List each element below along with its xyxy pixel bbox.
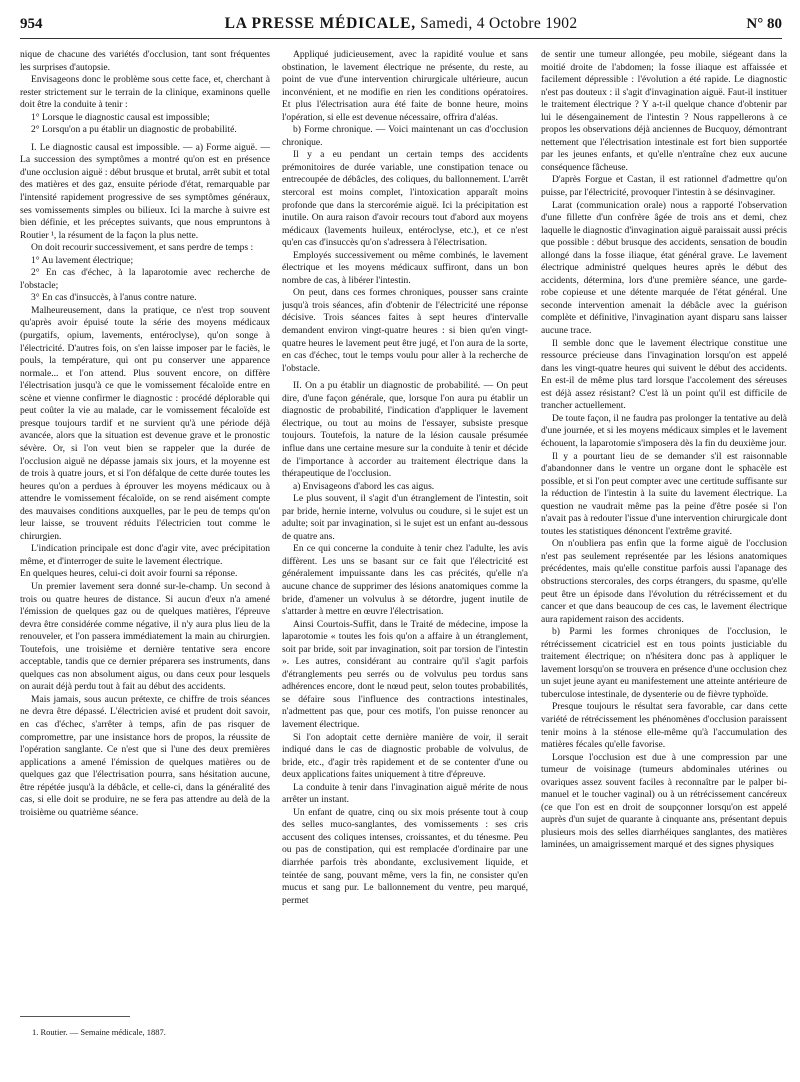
paragraph: b) Forme chronique. — Voici maintenant un cas d'occlusion chronique. [282, 124, 528, 148]
paragraph: De toute façon, il ne faudra pas prolonger la tentative au delà d'une journée, et si les moyens médicaux simples et le lavement échouent, la laparotomie s'imposera dès la fin du deuxième jour. [541, 412, 787, 449]
paragraph: 1° Au lavement électrique; [31, 254, 134, 266]
paragraph: La conduite à tenir dans l'invagination aiguë mérite de nous arrêter un instant. [282, 781, 528, 806]
paragraph: On peut, dans ces formes chroniques, pousser sans crainte jusqu'à trois séances, afin d'obtenir de l'électricité une réponse décisive. Trois séances faites à sept heures d'intervalle demandent environ vingt-quatre heures : si bien qu'en vingt-quatre heures le lavement peut être jugé, et l'on aura de la sorte, en cas d'échec, tout le temps voulu pour aller à la recherche de l'obstacle. [282, 287, 528, 374]
paragraph: I. Le diagnostic causal est impossible. — a) Forme aiguë. — La succession des symptômes a montré qu'on est en présence d'une occlusion aiguë : début brusque et brutal, arrêt subit et total des matières et des gaz, ensuite période d'état, remarquable par l'intensité rapidement progressive de ses symptômes généraux, ses vomissements simples ou bilieux. Ici la marche à suivre est bien définie, et les préceptes suivants, que nous empruntons à Routier ¹, la résument de la façon la plus nette. [20, 141, 270, 241]
paragraph: L'indication principale est donc d'agir vite, avec précipitation même, et d'interroger de suite le lavement électrique. [20, 543, 270, 567]
paragraph: Presque toujours le résultat sera favorable, car dans cette variété de rétrécissement les phénomènes d'occlusion paraissent tenir moins à la sténose elle-même qu'à l'accumulation des matières fécales qu'elle favorise. [541, 701, 787, 751]
paragraph: b) Parmi les formes chroniques de l'occlusion, le rétrécissement cicatriciel est en tous points justiciable du traitement électrique; on n'hésitera donc pas à appliquer le lavement lorsqu'on se trouvera en présence d'une occlusion chez un sujet jeune ayant eu manifestement une atteinte antérieure de tuberculose intestinale, de dysenterie ou de fièvre typhoïde. [541, 626, 787, 700]
paragraph: On n'oubliera pas enfin que la forme aiguë de l'occlusion n'est pas seulement représentée par les lésions anatomiques précédentes, mais qu'elle constitue parfois aussi l'apanage des obstructions stercorales, des corps étrangers, du spasme, qu'elle peut être un épisode dans l'évolution du rétrécissement et du cancer et que dans beaucoup de ces cas, le lavement électrique aura rapidement raison des accidents. [541, 538, 787, 625]
paragraph: Malheureusement, dans la pratique, ce n'est trop souvent qu'après avoir épuisé toute la série des moyens médicaux (purgatifs, opium, lavements, entéroclyse), qu'on songe à l'électricité. D'autres fois, on s'en laisse imposer par le faciès, le pouls, la température, qui ont pu conserver une apparence normale... et l'on attend. Plus souvent encore, on diffère l'électrisation jusqu'à ce que le vomissement fécaloïde entre en scène et vienne confirmer le diagnostic : procédé déplorable qui peut coûter la vie au malade, car le vomissement fécaloïde est presque toujours tardif et ne survient qu'à une période déjà avancée, alors que la situation est devenue grave et le pronostic sévère. Or, si l'on veut bien se rappeler que la durée de l'occlusion aiguë ne dépasse jamais six jours, et la moyenne est de trois à quatre jours, et si l'on défalque de cette durée toutes les heures qu'on a perdues à éprouver les moyens médicaux ou à attendre le vomissement fécaloïde, on se rend aisément compte des mauvaises conditions auxquelles, par le peu de temps qu'on leur laisse, se trouvent réduits l'électricien tout comme le chirurgien. [20, 304, 270, 542]
paragraph: Le plus souvent, il s'agit d'un étranglement de l'intestin, soit par bride, hernie interne, volvulus ou coudure, si le sujet est un adulte; soit par invagination, si le sujet est un enfant au-dessous de quatre ans. [282, 493, 528, 542]
paragraph: nique de chacune des variétés d'occlusion, tant sont fréquentes les surprises d'autopsie. [20, 49, 270, 73]
paragraph: 3° En cas d'insuccès, à l'anus contre nature. [31, 292, 197, 304]
paragraph: Envisageons donc le problème sous cette face, et, cherchant à rester strictement sur le terrain de la clinique, examinons quelle doit être la conduite à tenir : [20, 74, 270, 111]
paragraph: Mais jamais, sous aucun prétexte, ce chiffre de trois séances ne devra être dépassé. L'électricien avisé et prudent doit savoir, en cas d'échec, s'arrêter à temps, afin de pas risquer de compromettre, par une insistance hors de propos, la réussite de l'opération sanglante. Ce n'est que si l'une des deux premières applications a amené l'émission de quelques matières ou de quelques gaz que l'électrisation pourra, sans hésitation aucune, être répétée jusqu'à la débâcle, et celle-ci, dans la généralité des cas, si elle doit se produire, ne se fera pas attendre au delà de la troisième ou quatrième séance. [20, 693, 270, 818]
paragraph: Il y a eu pendant un certain temps des accidents prémonitoires de durée variable, une constipation tenace ou entrecoupée de débâcles, des coliques, du ballonnement. L'arrêt stercoral est moins complet, l'intoxication apparaît moins profonde que dans la stercorémie aiguë. Ici la précipitation est inutile. On aura raison d'avoir recours tout d'abord aux moyens médicaux (lavements huileux, entéroclyse, etc.), et ce n'est qu'en cas d'insuccès qu'on s'adressera à l'électrisation. [282, 149, 528, 249]
paragraph: Il y a pourtant lieu de se demander s'il est raisonnable d'abandonner dans le ventre un organe dont le sphacèle est possible, et si l'on peut compter avec une certitude suffisante sur la réduction de l'intestin à la suite du lavement électrique. La question ne vaudrait même pas la peine d'être posée si l'on n'avait pas à redouter l'issue d'une intervention chirurgicale dont toutes les statistiques dénoncent l'extrême gravité. [541, 450, 787, 537]
paragraph: On doit recourir successivement, et sans perdre de temps : [31, 242, 254, 254]
paragraph: Un premier lavement sera donné sur-le-champ. Un second à trois ou quatre heures de distance. Si aucun d'eux n'a amené l'émission de quelques gaz ou de quelques matières, l'épreuve devra être considérée comme négative, il n'y aura plus lieu de la renouveler, et l'on passera immédiatement la main au chirurgien. Toutefois, une troisième et dernière tentative sera encore acceptable, tandis que ce dernier préparera ses instruments, dans quelques cas non absolument aigus, ou dans ceux pour lesquels on aurait déjà perdu tout à fait au début des accidents. [20, 580, 270, 693]
page-header [20, 13, 782, 39]
paragraph: D'après Forgue et Castan, il est rationnel d'admettre qu'on puisse, par l'électricité, provoquer l'intestin à se désinvaginer. [541, 174, 787, 199]
paragraph: Appliqué judicieusement, avec la rapidité voulue et sans obstination, le lavement électrique ne présente, du reste, au point de vue d'une intervention chirurgicale ultérieure, aucun inconvénient, et ne modifie en rien les conditions opératoires. Et plus l'électrisation aura été faite de bonne heure, moins l'opération, si elle est devenue nécessaire, offrira d'aléas. [282, 49, 528, 123]
paragraph: Ainsi Courtois-Suffit, dans le Traité de médecine, impose la laparotomie « toutes les fois qu'on a affaire à un étranglement, soit par bride, soit par invagination, soit par torsion de l'intestin ». Les autres, considérant au contraire qu'il s'agit parfois d'étranglements peu serrés ou de volvulus peu tordus sans adhérences encore, dont le nœud peut, selon toutes probabilités, se défaire sous l'influence des contractions intestinales, n'admettent pas que, pour ces motifs, l'on puisse renoncer au lavement électrique. [282, 618, 528, 730]
footnote: 1. Routier. — Semaine médicale, 1887. [32, 1027, 166, 1037]
paragraph: 2° En cas d'échec, à la laparotomie avec recherche de l'obstacle; [20, 267, 270, 291]
issue-number: N° 80 [746, 16, 782, 32]
paragraph: Employés successivement ou même combinés, le lavement électrique et les moyens médicaux suffiront, dans un bon nombre de cas, à libérer l'intestin. [282, 249, 528, 286]
paragraph: Si l'on adoptait cette dernière manière de voir, il serait indiqué dans le cas de diagnostic probable de volvulus, de bride, etc., d'agir très rapidement et de se contenter d'une ou deux applications faites uniquement à titre d'épreuve. [282, 731, 528, 781]
paragraph: II. On a pu établir un diagnostic de probabilité. — On peut dire, d'une façon générale, que, lorsque l'on aura pu établir un diagnostic de probabilité, l'indication d'appliquer le lavement électrique, ou tout au moins de l'essayer, subsiste presque toujours. Toutefois, la nature de la lésion causale présumée influe dans une certaine mesure sur la conduite à tenir et décide de l'importance à accorder au traitement électrique dans la thérapeutique de l'occlusion. [282, 380, 528, 480]
paragraph: 2° Lorsqu'on a pu établir un diagnostic de probabilité. [31, 124, 237, 136]
text-column-3 [541, 49, 787, 1069]
paragraph: Un enfant de quatre, cinq ou six mois présente tout à coup des selles muco-sanglantes, des vomissements : ses cris accusent des coliques intenses, croissantes, et du ténesme. Peu ou pas de constipation, qui est remplacée d'ordinaire par une diarrhée parfois très abondante, exclusivement liquide, et teintée de sang, pouvant même, vers la fin, ne consister qu'en mucus et sang pur. Le ballonnement du ventre, peu marqué, permet [282, 806, 528, 906]
issue-date: Samedi, 4 Octobre 1902 [420, 15, 578, 32]
paragraph: Lorsque l'occlusion est due à une compression par une tumeur de voisinage (tumeurs abdominales utérines ou ovariques assez souvent faciles à reconnaître par le palper bi-manuel et le toucher vaginal) ou à un rétrécissement cancéreux (ce que l'on est en droit de soupçonner lorsqu'on est appelé auprès d'un sujet de quarante à cinquante ans, présentant depuis plusieurs mois des selles diarrhéiques sanglantes, des matières laminées, un amaigrissement marqué et des signes physiques [541, 751, 787, 851]
paragraph: 1° Lorsque le diagnostic causal est impossible; [31, 111, 210, 123]
paragraph: de sentir une tumeur allongée, peu mobile, siégeant dans la moitié droite de l'abdomen; la fosse iliaque est affaissée et facilement dépressible : l'évolution a été rapide. Le diagnostic n'est pas douteux : il s'agit d'invagination aiguë. Faut-il instituer le traitement électrique ? Y a-t-il quelque chance d'obtenir par lui le désengainement de l'intestin ? Nous rappellerons à ce propos les observations déjà anciennes de Bucquoy, démontrant nettement que l'électrisation intestinale est fort bien supportée par les jeunes enfants, et qu'elle n'entraîne chez eux aucune conséquence fâcheuse. [541, 49, 787, 173]
paragraph: Larat (communication orale) nous a rapporté l'observation d'une fillette d'un confrère âgée de trois ans et demi, chez laquelle le diagnostic d'invagination aiguë paraissait aussi précis que possible : début brusque des accidents, sensation de boudin allongé dans la fosse iliaque, état général grave. Le lavement électrique administré quelques heures après le début des accidents, détermina, lors d'une première séance, une garde-robe copieuse et une détente marquée de l'état général. Une seconde intervention amenait la débâcle avec la guérison complète et définitive, l'invagination ayant disparu sans laisser aucune trace. [541, 199, 787, 337]
text-column-1 [20, 49, 270, 1069]
paragraph: En quelques heures, celui-ci doit avoir fourni sa réponse. [20, 568, 238, 580]
paragraph: Il semble donc que le lavement électrique constitue une ressource précieuse dans l'invagination lorsqu'on est appelé dans les vingt-quatre heures qui suivent le début des accidents. En est-il de même plus tard lorsque l'accolement des séreuses est déjà assez résistant? C'est là un point qu'il est difficile de trancher actuellement. [541, 337, 787, 412]
paragraph: a) Envisageons d'abord les cas aigus. [293, 480, 435, 492]
journal-title [20, 15, 782, 33]
paragraph: En ce qui concerne la conduite à tenir chez l'adulte, les avis diffèrent. Les uns se basant sur ce fait que l'électricité est généralement impuissante dans les cas précités, qu'elle n'a aucune chance de supprimer des lésions anatomiques comme la bride, d'amener un volvulus à se détordre, jugent inutile de s'attarder à mettre en œuvre l'électrisation. [282, 543, 528, 618]
journal-name: LA PRESSE MÉDICALE, [224, 15, 416, 32]
text-column-2 [282, 49, 528, 1069]
header-rule [20, 38, 782, 39]
page-number: 954 [20, 16, 43, 32]
footnote-rule [20, 1016, 130, 1017]
